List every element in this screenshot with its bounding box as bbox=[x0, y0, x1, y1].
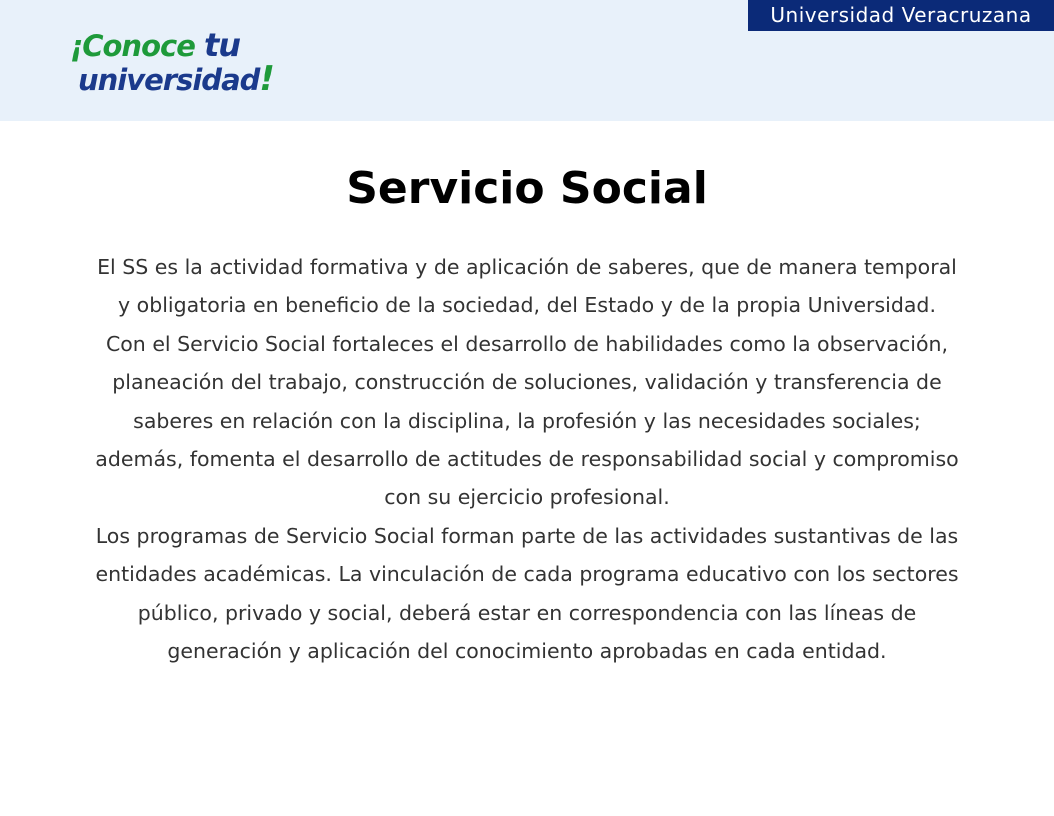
paragraph-3: Los programas de Servicio Social forman parte de las actividades sustantivas de las entidades académicas. La vinculación de cada programa educativo con los sectores público, privado y social, deberá estar en correspondencia con las líneas de generación y aplicación del conocimiento aprobadas en cada entidad. bbox=[95, 523, 959, 664]
logo-text-conoce: ¡Conoce bbox=[70, 29, 204, 63]
paragraph-2: Con el Servicio Social fortaleces el desarrollo de habilidades como la observación, planeación del trabajo, construcción de soluciones, validación y transferencia de saberes en relación con la disciplina, la profesión y las necesidades sociales; además, fomenta el desarrollo de actitudes de responsabilidad social y compromiso con su ejercicio profesional. bbox=[95, 331, 959, 510]
page-header bbox=[0, 0, 1054, 121]
page-title: Servicio Social bbox=[346, 163, 708, 214]
logo-line-2 bbox=[78, 59, 274, 99]
paragraph-1: El SS es la actividad formativa y de aplicación de saberes, que de manera temporal y obligatoria en beneficio de la sociedad, del Estado y de la propia Universidad. bbox=[97, 255, 957, 318]
logo-text-exclamation: ! bbox=[259, 59, 274, 99]
logo-text-universidad: universidad bbox=[78, 63, 260, 97]
conoce-tu-universidad-logo bbox=[70, 26, 280, 99]
institution-banner: Universidad Veracruzana bbox=[748, 0, 1054, 31]
body-text bbox=[95, 248, 959, 670]
logo-text-tu: tu bbox=[203, 26, 241, 64]
